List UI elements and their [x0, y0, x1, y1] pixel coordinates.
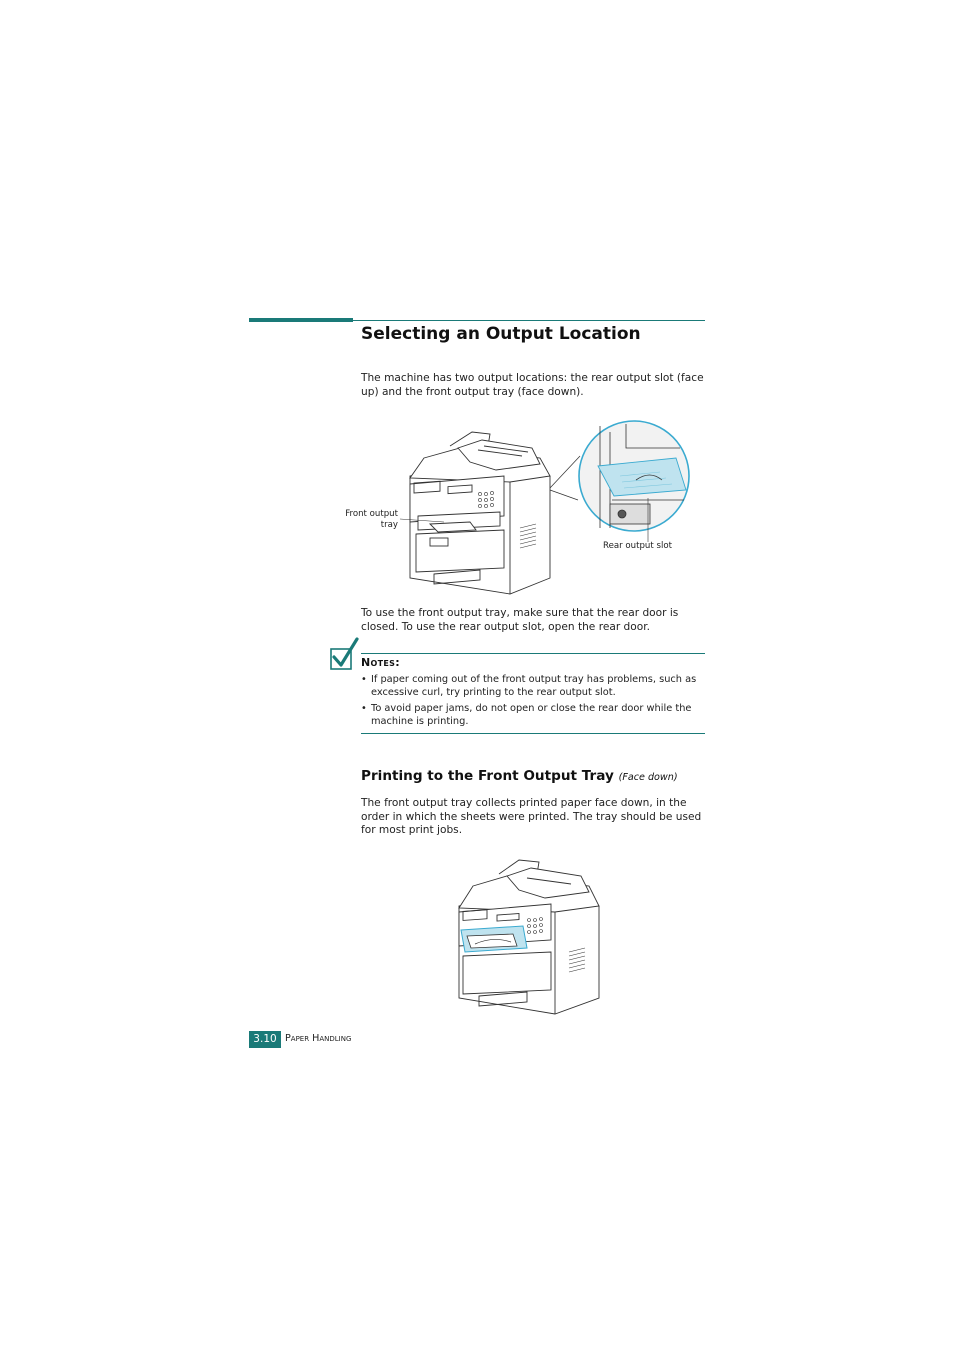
notes-list	[361, 674, 707, 732]
list-item: • If paper coming out of the front output tray has problems, such as excessive curl, try printing to the rear output slot.	[361, 674, 697, 698]
subsection-title: Printing to the Front Output Tray (Face down)	[361, 768, 678, 784]
list-item: • To avoid paper jams, do not open or close the rear door while the machine is printing.	[361, 703, 692, 727]
subsection-paragraph: The front output tray collects printed paper face down, in the order in which the sheets were printed. The tray should be used for most print jobs.	[361, 797, 702, 837]
chapter-title: Paper Handling	[285, 1033, 352, 1044]
page-number: 3.10	[249, 1031, 281, 1048]
notes-title: Notes:	[361, 656, 400, 669]
instruction-paragraph: To use the front output tray, make sure that the rear door is closed. To use the rear output slot, open the rear door.	[361, 607, 679, 633]
section-rule-thin	[353, 320, 705, 321]
notes-rule-bottom	[361, 733, 705, 734]
front-output-tray-label: Front output tray	[345, 509, 398, 530]
rear-output-slot-label: Rear output slot	[603, 541, 672, 551]
subsection-subtitle: (Face down)	[618, 772, 678, 783]
notes-rule-top	[361, 653, 705, 654]
printer-figure-1	[400, 418, 692, 598]
intro-paragraph: The machine has two output locations: the rear output slot (face up) and the front output tray (face down).	[361, 372, 704, 398]
printer-figure-2	[455, 848, 605, 1018]
section-rule-thick	[249, 318, 353, 322]
checkmark-icon	[329, 637, 359, 671]
section-title: Selecting an Output Location	[361, 324, 641, 344]
